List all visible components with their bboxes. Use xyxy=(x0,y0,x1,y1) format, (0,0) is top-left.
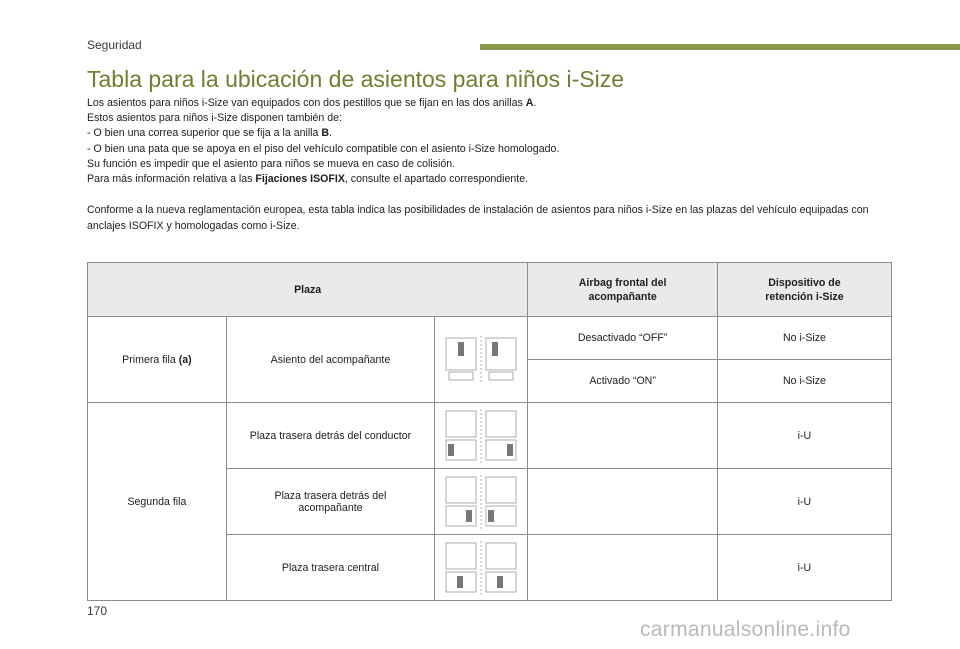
header-plaza: Plaza xyxy=(88,263,528,317)
table-row xyxy=(88,403,892,469)
row-label-second: Segunda fila xyxy=(88,403,227,601)
intro-line: - O bien una correa superior que se fija a la anilla B. xyxy=(87,127,332,140)
watermark: carmanualsonline.info xyxy=(640,618,851,641)
i-size-table xyxy=(87,262,892,601)
airbag-cell: Activado “ON” xyxy=(528,360,718,403)
regulation-paragraph: Conforme a la nueva reglamentación europea, esta tabla indica las posibilidades de instalación de asientos para niños i-Size en las plazas del vehículo equipadas con anclajes ISOFIX y homologadas como i-Size. xyxy=(87,204,869,232)
table-header-row xyxy=(88,263,892,317)
intro-line: Estos asientos para niños i-Size disponen también de: xyxy=(87,112,342,125)
front-passenger-seat-icon xyxy=(435,317,528,403)
rear-right-seat-icon xyxy=(435,469,528,535)
airbag-cell xyxy=(528,469,718,535)
intro-line: Los asientos para niños i-Size van equipados con dos pestillos que se fijan en las dos anillas A. xyxy=(87,97,537,109)
intro-line: Para más información relativa a las Fijaciones ISOFIX, consulte el apartado correspondiente. xyxy=(87,173,529,186)
device-cell: No i-Size xyxy=(717,360,891,403)
header-airbag: Airbag frontal del acompañante xyxy=(528,263,718,317)
intro-line: Su función es impedir que el asiento para niños se mueva en caso de colisión. xyxy=(87,157,456,170)
place-cell: Plaza trasera detrás del acompañante xyxy=(226,469,434,535)
section-label: Seguridad xyxy=(87,38,142,52)
device-cell: i-U xyxy=(717,403,891,469)
airbag-cell xyxy=(528,403,718,469)
place-cell: Asiento del acompañante xyxy=(226,317,434,403)
device-cell: No i-Size xyxy=(717,317,891,360)
page-title: Tabla para la ubicación de asientos para niños i-Size xyxy=(87,66,624,92)
rear-center-seat-icon xyxy=(435,535,528,601)
row-label-first: Primera fila (a) xyxy=(88,317,227,403)
place-cell: Plaza trasera central xyxy=(226,535,434,601)
page-number: 170 xyxy=(87,604,108,618)
section-accent-bar xyxy=(480,44,960,50)
intro-line: - O bien una pata que se apoya en el piso del vehículo compatible con el asiento i-Size homologado. xyxy=(87,142,560,155)
airbag-cell: Desactivado “OFF” xyxy=(528,317,718,360)
place-cell: Plaza trasera detrás del conductor xyxy=(226,403,434,469)
device-cell: i-U xyxy=(717,469,891,535)
device-cell: i-U xyxy=(717,535,891,601)
intro-text xyxy=(87,96,887,187)
rear-left-seat-icon xyxy=(435,403,528,469)
header-device: Dispositivo de retención i-Size xyxy=(717,263,891,317)
table-row xyxy=(88,317,892,360)
airbag-cell xyxy=(528,535,718,601)
